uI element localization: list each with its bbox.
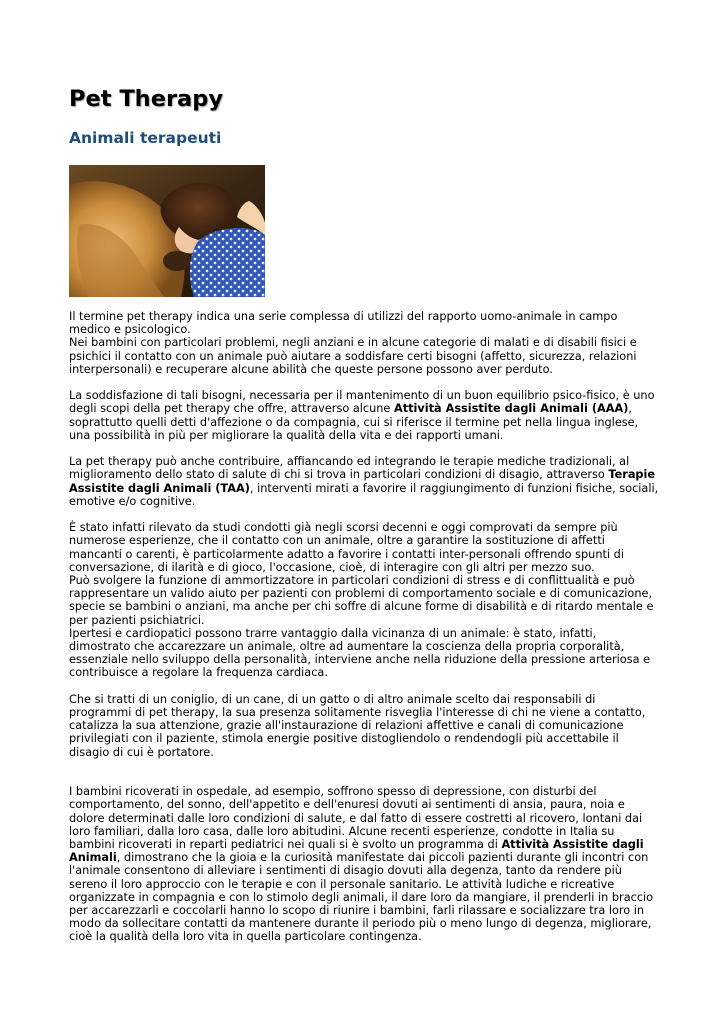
dog-and-child-photo bbox=[69, 165, 265, 297]
paragraph-stress: Può svolgere la funzione di ammortizzatore in particolari condizioni di stress e di conflittualità e può rappresentare un valido aiuto per pazienti con problemi di comportamento sociale e di comunicazione, specie se bambini o anziani, ma anche per chi soffre di alcune forme di disabilità e di ritardo mentale e per pazienti psichiatrici. bbox=[69, 574, 654, 627]
aaa-term: Attività Assistite dagli Animali (AAA) bbox=[393, 402, 629, 416]
aaa-term-2: Attività Assistite dagli Animali bbox=[69, 838, 644, 865]
paragraph-animals: Che si tratti di un coniglio, di un cane, di un gatto o di altro animale scelto dai responsabili di programmi di pet therapy, la sua presenza solitamente risveglia l'interesse di chi ne viene a contatto, catalizza la sua attenzione, grazie all'instaurazione di relazioni affettive e canali di comunicazione privilegiati con il paziente, stimola energie positive distogliendolo o rendendogli più accettabile il disagio di cui è portatore. bbox=[69, 692, 646, 759]
page-title: Pet Therapy bbox=[69, 86, 224, 112]
paragraph-studies: È stato infatti rilevato da studi condotti già negli scorsi decenni e oggi comprovati da sempre più numerose esperienze, che il contatto con un animale, oltre a garantire la sostituzione di affetti mancanti o carenti, è particolarmente adatto a favorire i contatti inter-personali offrendo spunti di conversazione, di ilarità e di gioco, l'occasione, cioè, di interagire con gli altri per mezzo suo. bbox=[69, 521, 624, 574]
taa-term: Terapie Assistite dagli Animali (TAA) bbox=[69, 468, 656, 495]
article-body bbox=[69, 310, 659, 944]
paragraph-taa: La pet therapy può anche contribuire, affiancando ed integrando le terapie mediche tradizionali, al miglioramento dello stato di salute di chi si trova in particolari condizioni di disagio, attraverso Terapie Assistite dagli Animali (TAA), interventi mirati a favorire il raggiungimento di funzioni fisiche, sociali, emotive e/o cognitive. bbox=[69, 455, 659, 508]
paragraph-cardio: Ipertesi e cardiopatici possono trarre vantaggio dalla vicinanza di un animale: è stato, infatti, dimostrato che accarezzare un animale, oltre ad aumentare la coscienza della propria corporalità, essenziale nello sviluppo della personalità, interviene anche nella riduzione della pressione arteriosa e contribuisce a regolare la frequenza cardiaca. bbox=[69, 626, 651, 680]
paragraph-intro: Il termine pet therapy indica una serie complessa di utilizzi del rapporto uomo-animale in campo medico e psicologico. bbox=[69, 310, 618, 337]
paragraph-children: I bambini ricoverati in ospedale, ad esempio, soffrono spesso di depressione, con disturbi del comportamento, del sonno, dell'appetito e dell'enuresi dovuti ai sentimenti di ansia, paura, noia e dolore determinati dalle loro condizioni di salute, e dal fatto di essere costretti al ricovero, lontani dai loro familiari, dalla loro casa, dalle loro abitudini. Alcune recenti esperienze, condotte in Italia su bambini ricoverati in reparti pediatrici nei quali si è svolto un programma di Attività Assistite dagli Animali, dimostrano che la gioia e la curiosità manifestate dai piccoli pazienti durante gli incontri con l'animale consentono di alleviare i sentimenti di disagio dovuti alla degenza, tanto da rendere più sereno il loro approccio con le terapie e con il personale sanitario. Le attività ludiche e ricreative organizzate in compagnia e con lo stimolo degli animali, il dare loro da mangiare, il prenderli in braccio per accarezzarli e coccolarli hanno lo scopo di riunire i bambini, farli rilassare e socializzare tra loro in modo da sollecitare contatti da mantenere durante il periodo più o meno lungo di degenza, migliorare, cioè la qualità della loro vita in quella particolare contingenza. bbox=[69, 785, 654, 944]
page-subtitle: Animali terapeuti bbox=[69, 129, 222, 147]
paragraph-aaa: La soddisfazione di tali bisogni, necessaria per il mantenimento di un buon equilibrio psico-fisico, è uno degli scopi della pet therapy che offre, attraverso alcune Attività Assistite dagli Animali (AAA), soprattutto quelli detti d'affezione o da compagnia, cui si riferisce il termine pet nella lingua inglese, una possibilità in più per migliorare la qualità della vita e dei rapporti umani. bbox=[69, 389, 655, 442]
paragraph-needs: Nei bambini con particolari problemi, negli anziani e in alcune categorie di malati e di disabili fisici e psichici il contatto con un animale può aiutare a soddisfare certi bisogni (affetto, sicurezza, relazioni interpersonali) e recuperare alcune abilità che queste persone possono aver perduto. bbox=[69, 336, 637, 376]
